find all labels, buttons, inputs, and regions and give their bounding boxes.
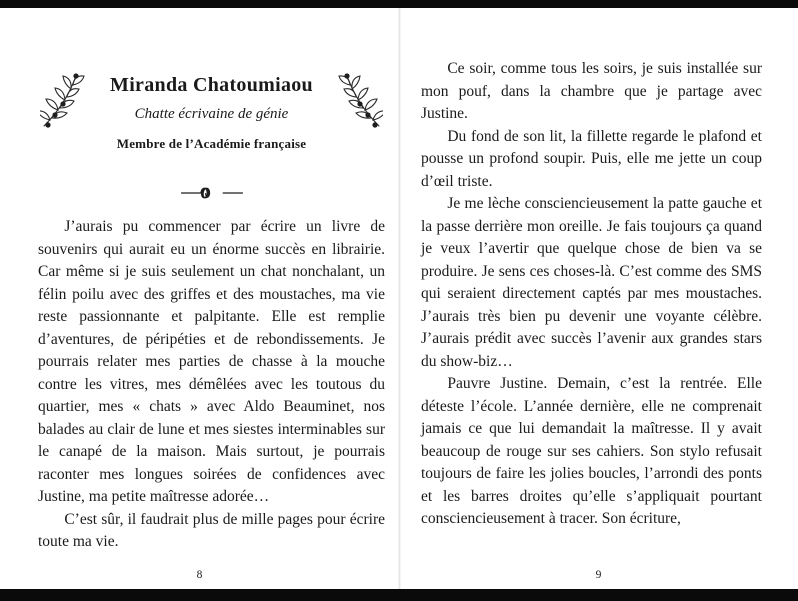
page-left bbox=[0, 8, 399, 589]
bottom-frame-bar bbox=[0, 589, 798, 601]
paragraph: Ce soir, comme tous les soirs, je suis installée sur mon pouf, dans la chambre que je partage avec Justine. bbox=[421, 60, 762, 122]
author-subtitle: Chatte écrivaine de génie bbox=[134, 106, 289, 122]
page-fold-seam bbox=[398, 8, 401, 589]
book-spread bbox=[0, 8, 798, 589]
laurel-branch-right-icon bbox=[327, 68, 383, 130]
paragraph: Du fond de son lit, la fillette regarde le plafond et pousse un profond soupir. Puis, elle me jette un coup d’œil triste. bbox=[421, 127, 762, 190]
left-page-body bbox=[38, 216, 385, 554]
ornament-divider-icon bbox=[38, 184, 385, 204]
page-number-right: 9 bbox=[595, 569, 602, 581]
top-frame-bar bbox=[0, 0, 798, 8]
author-affiliation: Membre de l’Académie française bbox=[116, 136, 307, 151]
chapter-header bbox=[38, 66, 385, 170]
page-right bbox=[399, 8, 798, 589]
author-title: Miranda Chatoumiaou bbox=[110, 74, 313, 96]
chapter-header-text bbox=[94, 74, 329, 152]
paragraph: J’aurais pu commencer par écrire un livre de souvenirs qui aurait eu un énorme succès en librairie. Car même si je suis seulement un chat nonchalant, un félin poilu avec des griffes et des moustaches, ma vie reste passionnante et palpitante. Elle est remplie d’aventures, de péripéties et de rebondissements. Je pourrais relater mes parties de chasse à la mouche contre les vitres, mes démêlées avec les toutous du quartier, mes « chats » avec Aldo Beauminet, nos balades au clair de lune et mes siestes interminables sur le canapé de la maison. Mais surtout, je pourrais raconter mes longues soirées de confidences avec Justine, ma petite maîtresse adorée… bbox=[38, 218, 385, 505]
paragraph: Je me lèche consciencieusement la patte gauche et la passe derrière mon oreille. Je fais toujours ça quand je veux l’avertir que quelque chose de bien va se produire. Je sens ces choses-là. C’est comme des SMS qui seraient directement captés par mes moustaches. J’aurais très bien pu devenir une voyante célèbre. J’aurais prédit avec succès l’avenir aux grandes stars du show-biz… bbox=[421, 195, 762, 370]
page-number-left: 8 bbox=[196, 569, 203, 581]
laurel-branch-left-icon bbox=[40, 68, 96, 130]
right-page-body bbox=[421, 58, 762, 531]
paragraph: Pauvre Justine. Demain, c’est la rentrée. Elle déteste l’école. L’année dernière, elle ne comprenait jamais ce que lui demandait la maîtresse. Il y avait beaucoup de rouge sur ses cahiers. Son stylo refusait toujours de faire les jolies boucles, l’arrondi des ponts et les barres droites qu’elle s’appliquait pourtant consciencieusement à tracer. Son écriture, bbox=[421, 375, 762, 527]
paragraph: C’est sûr, il faudrait plus de mille pages pour écrire toute ma vie. bbox=[38, 510, 385, 550]
